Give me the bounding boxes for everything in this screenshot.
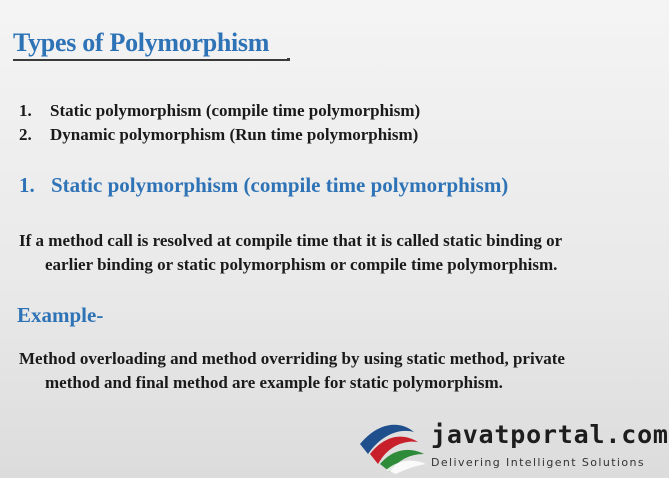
section-title: Static polymorphism (compile time polymorphism) (51, 173, 509, 197)
paragraph-line: Method overloading and method overriding by using static method, private (19, 349, 565, 368)
list-item (19, 99, 420, 123)
brand-name: javatportal.com (431, 420, 669, 449)
list-text: Static polymorphism (compile time polymorphism) (50, 101, 421, 120)
list-text: Dynamic polymorphism (Run time polymorphism) (50, 125, 419, 144)
example-paragraph (19, 347, 624, 395)
section-number: 1. (19, 173, 35, 197)
list-number: 1. (19, 101, 32, 120)
paragraph-line: If a method call is resolved at compile time that it is called static binding or (19, 231, 563, 250)
javatportal-logo-icon (356, 414, 428, 474)
title-underline (13, 59, 290, 61)
page-title: Types of Polymorphism (13, 28, 270, 57)
paragraph-line: earlier binding or static polymorphism or compile time polymorphism. (45, 255, 558, 274)
brand-tagline: Delivering Intelligent Solutions (431, 456, 645, 469)
example-heading: Example- (17, 303, 104, 327)
types-list (19, 99, 420, 147)
list-number: 2. (19, 125, 32, 144)
paragraph-line: method and final method are example for static polymorphism. (45, 373, 503, 392)
section-heading (19, 173, 508, 198)
definition-paragraph (19, 229, 619, 277)
list-item (19, 123, 420, 147)
